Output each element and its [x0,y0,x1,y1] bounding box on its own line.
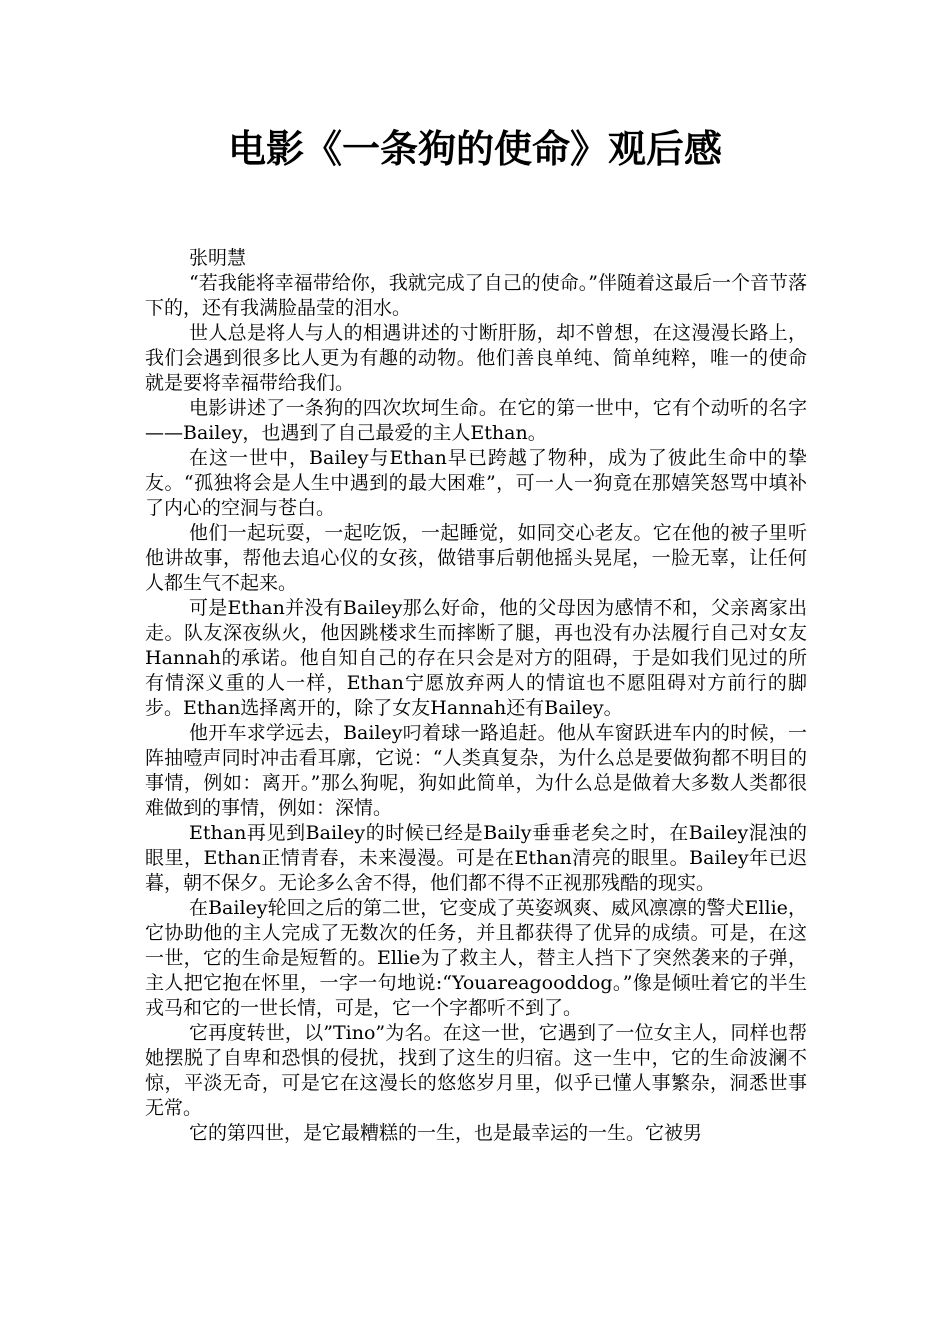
paragraph: 它再度转世，以”Tino”为名。在这一世，它遇到了一位女主人，同样也帮她摆脱了自卑和恐惧的侵扰，找到了这生的归宿。这一生中，它的生命波澜不惊，平淡无奇，可是它在这漫长的悠悠岁月里，似乎已懂人事繁杂，洞悉世事无常。 [145,1022,807,1119]
paragraph: 电影讲述了一条狗的四次坎坷生命。在它的第一世中，它有个动听的名字——Bailey，也遇到了自己最爱的主人Ethan。 [145,397,807,444]
paragraph: 在这一世中，Bailey与Ethan早已跨越了物种，成为了彼此生命中的挚友。“孤独将会是人生中遇到的最大困难”，可一人一狗竟在那嬉笑怒骂中填补了内心的空洞与苍白。 [145,447,807,519]
paragraph: 在Bailey轮回之后的第二世，它变成了英姿飒爽、威风凛凛的警犬Ellie，它协助他的主人完成了无数次的任务，并且都获得了优异的成绩。可是，在这一世，它的生命是短暂的。Ellie为了救主人，替主人挡下了突然袭来的子弹，主人把它抱在怀里，一字一句地说:“Youareagooddog。”像是倾吐着它的半生戎马和它的一世长情，可是，它一个字都听不到了。 [145,897,807,1019]
document-body [145,246,807,1146]
paragraph: 可是Ethan并没有Bailey那么好命，他的父母因为感情不和，父亲离家出走。队友深夜纵火，他因跳楼求生而摔断了腿，再也没有办法履行自己对女友Hannah的承诺。他自知自己的存在只会是对方的阻碍，于是如我们见过的所有情深义重的人一样，Ethan宁愿放弃两人的情谊也不愿阻碍对方前行的脚步。Ethan选择离开的，除了女友Hannah还有Bailey。 [145,597,807,719]
paragraph: “若我能将幸福带给你，我就完成了自己的使命。”伴随着这最后一个音节落下的，还有我满脸晶莹的泪水。 [145,272,807,319]
paragraph: Ethan再见到Bailey的时候已经是Baily垂垂老矣之时，在Bailey混浊的眼里，Ethan正情青春，未来漫漫。可是在Ethan清亮的眼里。Bailey年已迟暮，朝不保夕。无论多么舍不得，他们都不得不正视那残酷的现实。 [145,822,807,894]
paragraph: 世人总是将人与人的相遇讲述的寸断肝肠，却不曾想，在这漫漫长路上，我们会遇到很多比人更为有趣的动物。他们善良单纯、简单纯粹，唯一的使命就是要将幸福带给我们。 [145,322,807,394]
document-title: 电影《一条狗的使命》观后感 [227,127,722,171]
author-line: 张明慧 [189,247,247,269]
paragraph: 他们一起玩耍，一起吃饭，一起睡觉，如同交心老友。它在他的被子里听他讲故事，帮他去追心仪的女孩，做错事后朝他摇头晃尾，一脸无辜，让任何人都生气不起来。 [145,522,807,594]
paragraph: 它的第四世，是它最糟糕的一生，也是最幸运的一生。它被男 [189,1122,703,1144]
paragraph: 他开车求学远去，Bailey叼着球一路追赶。他从车窗跃进车内的时候，一阵抽噎声同时冲击看耳廓，它说：“人类真复杂，为什么总是要做狗都不明目的事情，例如：离开。”那么狗呢，狗如此简单，为什么总是做着大多数人类都很难做到的事情，例如：深情。 [145,722,807,819]
